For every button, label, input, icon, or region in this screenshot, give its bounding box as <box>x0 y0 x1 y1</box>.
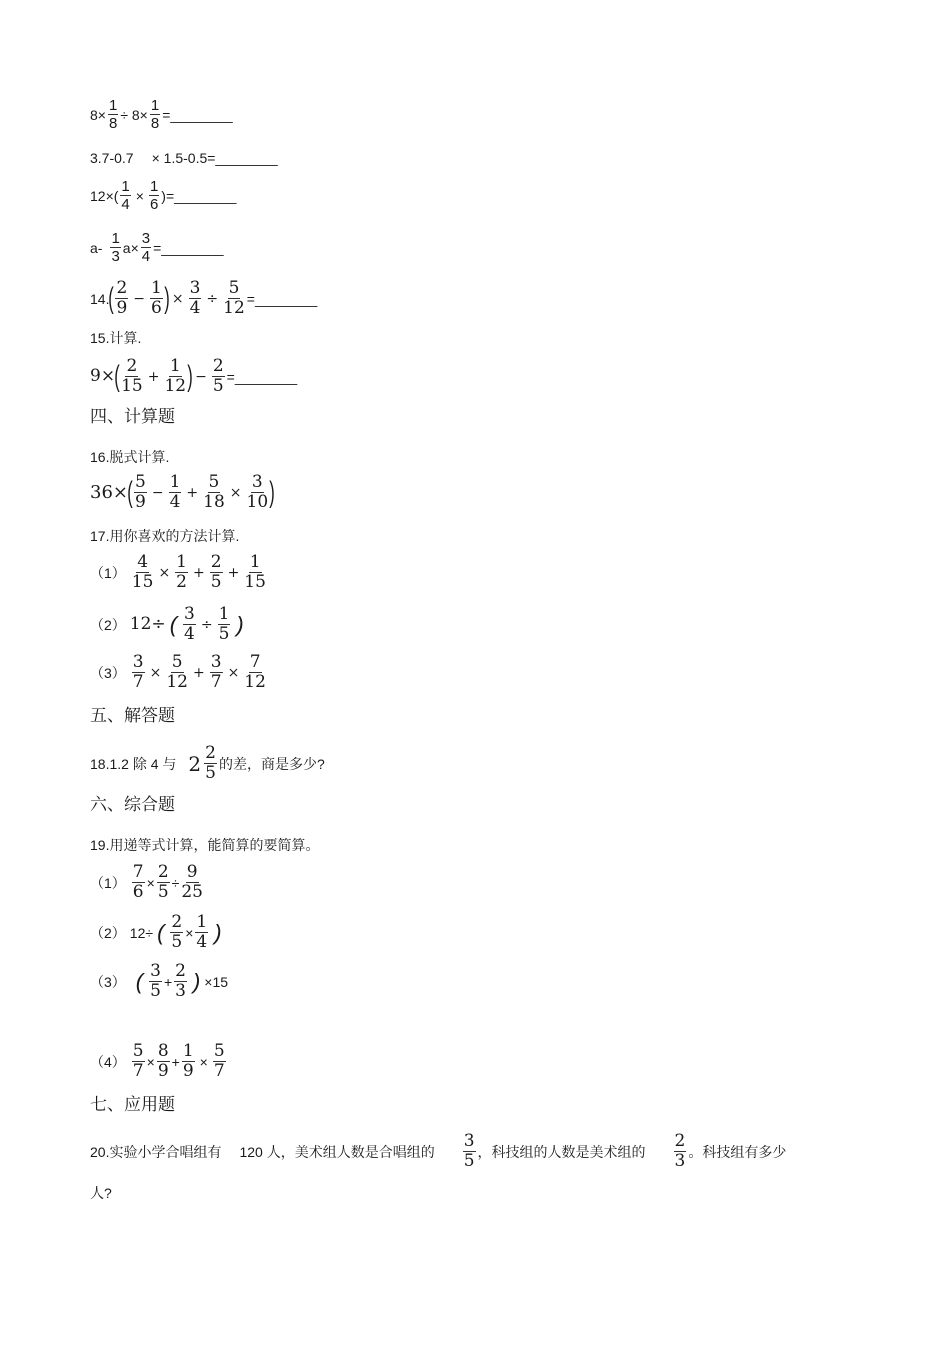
fraction: $\frac{1}{12}$ <box>164 356 187 396</box>
fraction: $\frac{5}{12}$ <box>166 652 188 692</box>
fraction: $\frac{1}{8}$ <box>108 97 118 132</box>
fraction: $\frac{1}{4}$ <box>169 472 181 512</box>
fraction: $\frac{3}{5}$ <box>463 1131 475 1171</box>
fraction: $\frac{5}{9}$ <box>135 472 146 512</box>
fraction: $\frac{2}{15}$ <box>121 356 143 396</box>
expr-text: 12×( <box>90 187 119 204</box>
part-label: （3） <box>90 664 126 681</box>
fraction: $\frac{5}{18}$ <box>203 472 225 512</box>
answer-blank: =________ <box>162 106 233 123</box>
fraction: $\frac{5}{7}$ <box>213 1041 225 1081</box>
part-label: （1） <box>90 564 126 581</box>
question-19-part-4: （4） $\frac{5}{7}$ × $\frac{8}{9}$ + $\frac{1}{9}$ × $\frac{5}{7}$ <box>90 1041 225 1081</box>
question-text: 人? <box>90 1185 112 1201</box>
fraction: $\frac{5}{12}$ <box>223 278 245 318</box>
question-17-part-3: （3） $\frac{3}{7}$ × $\frac{5}{12}$ + $\frac{3}{7}$ × $\frac{7}{12}$ <box>90 652 266 692</box>
question-text: 120 人，美术组人数是合唱组的 <box>239 1143 435 1160</box>
answer-blank: =________ <box>153 239 224 256</box>
question-19-part-2: （2） 12÷ ( $\frac{2}{5}$ × $\frac{1}{4}$ ) <box>90 912 222 952</box>
fraction: $\frac{2}{3}$ <box>674 1131 686 1171</box>
section-heading: 四、计算题 <box>90 407 175 426</box>
fraction: $\frac{3}{4}$ <box>189 278 201 318</box>
expr-text: 36× <box>90 481 128 503</box>
question-title: 19.用递等式计算，能简算的要简算。 <box>90 837 320 853</box>
fraction: $\frac{5}{7}$ <box>132 1041 144 1081</box>
question-title: 17.用你喜欢的方法计算. <box>90 528 240 544</box>
fraction: $\frac{1}{8}$ <box>150 97 160 132</box>
expr-text: × 1.5-0.5=________ <box>151 150 278 166</box>
fraction: $\frac{3}{4}$ <box>141 230 151 265</box>
fraction: $\frac{3}{10}$ <box>246 472 269 512</box>
fraction: $\frac{2}{5}$ <box>171 912 183 952</box>
expr-text: a- <box>90 239 103 256</box>
question-text: 20.实验小学合唱组有 <box>90 1143 222 1160</box>
part-label: （3） <box>90 973 126 990</box>
question-16: 36× ( $\frac{5}{9}$ − $\frac{1}{4}$ + $\frac{5}{18}$ × $\frac{3}{10}$ ) <box>90 472 275 512</box>
mixed-number: 2 $\frac{2}{5}$ <box>188 743 216 783</box>
part-label: （4） <box>90 1053 126 1070</box>
question-15-title <box>90 331 141 345</box>
question-text: 。科技组有多少 <box>688 1143 787 1160</box>
question-19-part-1: （1） $\frac{7}{6}$ × $\frac{2}{5}$ ÷ $\frac{9}{25}$ <box>90 862 203 902</box>
question-14: 14. ( $\frac{2}{9}$ − $\frac{1}{6}$ ) × $\frac{3}{4}$ ÷ $\frac{5}{12}$ =________ <box>90 278 318 318</box>
expression-line <box>90 231 224 264</box>
section-heading: 六、综合题 <box>90 795 175 814</box>
part-label: （2） <box>90 616 126 633</box>
question-text: 的差，商是多少? <box>218 755 325 772</box>
fraction: $\frac{2}{3}$ <box>175 961 186 1001</box>
fraction: $\frac{3}{5}$ <box>150 961 161 1001</box>
part-label: （2） <box>90 924 126 941</box>
fraction: $\frac{1}{4}$ <box>196 912 208 952</box>
fraction: $\frac{3}{7}$ <box>132 652 144 692</box>
fraction: $\frac{2}{5}$ <box>212 356 224 396</box>
fraction: $\frac{3}{4}$ <box>184 604 195 644</box>
expression-line: 12×( $\frac{1}{4}$ × $\frac{1}{6}$ )=________ <box>90 178 237 213</box>
question-text: 18.1.2 除 4 与 <box>90 755 177 772</box>
question-title: 16.脱式计算. <box>90 449 170 465</box>
fraction: $\frac{1}{5}$ <box>218 604 230 644</box>
fraction: $\frac{9}{25}$ <box>181 862 203 902</box>
question-17-part-1: （1） $\frac{4}{15}$ × $\frac{1}{2}$ + $\frac{2}{5}$ + $\frac{1}{15}$ <box>90 552 266 592</box>
question-title: 15.计算. <box>90 330 142 346</box>
fraction: $\frac{2}{9}$ <box>116 278 128 318</box>
fraction: $\frac{7}{12}$ <box>244 652 266 692</box>
fraction: $\frac{2}{5}$ <box>210 552 222 592</box>
fraction: $\frac{1}{6}$ <box>149 178 159 213</box>
fraction: $\frac{1}{4}$ <box>121 178 130 213</box>
question-number: 14. <box>90 290 110 307</box>
answer-blank: )=________ <box>161 187 237 204</box>
fraction: $\frac{3}{7}$ <box>210 652 222 692</box>
expr-text: 3.7-0.7 <box>90 150 134 166</box>
question-20-continued <box>90 1186 112 1200</box>
fraction: $\frac{4}{15}$ <box>131 552 154 592</box>
expr-text: 12÷ <box>129 614 166 634</box>
fraction: $\frac{1}{15}$ <box>244 552 266 592</box>
part-label: （1） <box>90 874 126 891</box>
question-16-title <box>90 450 169 464</box>
fraction: $\frac{8}{9}$ <box>157 1041 169 1081</box>
fraction: $\frac{1}{3}$ <box>111 230 120 265</box>
question-19-part-3: （3） ( $\frac{3}{5}$ + $\frac{2}{3}$ ) ×15 <box>90 961 229 1001</box>
question-20 <box>90 1133 786 1170</box>
section-heading: 七、应用题 <box>90 1095 175 1114</box>
fraction: $\frac{1}{2}$ <box>176 552 187 592</box>
expr-text: ×15 <box>204 973 229 990</box>
expr-text: 8× <box>90 106 106 123</box>
question-19-title <box>90 838 319 852</box>
question-17-title <box>90 529 239 543</box>
question-text: ，科技组的人数是美术组的 <box>477 1143 646 1160</box>
answer-blank: =________ <box>246 290 318 307</box>
question-15: 9× ( $\frac{2}{15}$ + $\frac{1}{12}$ ) − $\frac{2}{5}$ =________ <box>90 356 298 396</box>
question-17-part-2: （2） 12÷ ( $\frac{3}{4}$ ÷ $\frac{1}{5}$ ) <box>90 604 244 644</box>
expression-line <box>90 98 233 131</box>
fraction: $\frac{1}{9}$ <box>182 1041 194 1081</box>
expr-text: a× <box>122 239 139 256</box>
fraction: $\frac{1}{6}$ <box>151 278 162 318</box>
expr-text: ÷ 8× <box>120 106 148 123</box>
fraction: $\frac{2}{5}$ <box>157 862 169 902</box>
expression-line <box>90 151 278 165</box>
answer-blank: =________ <box>226 368 298 385</box>
expr-text: 9× <box>90 366 116 386</box>
expr-text: 12÷ <box>129 924 154 941</box>
fraction: $\frac{7}{6}$ <box>132 862 144 902</box>
question-18 <box>90 745 325 782</box>
section-heading: 五、解答题 <box>90 706 175 725</box>
